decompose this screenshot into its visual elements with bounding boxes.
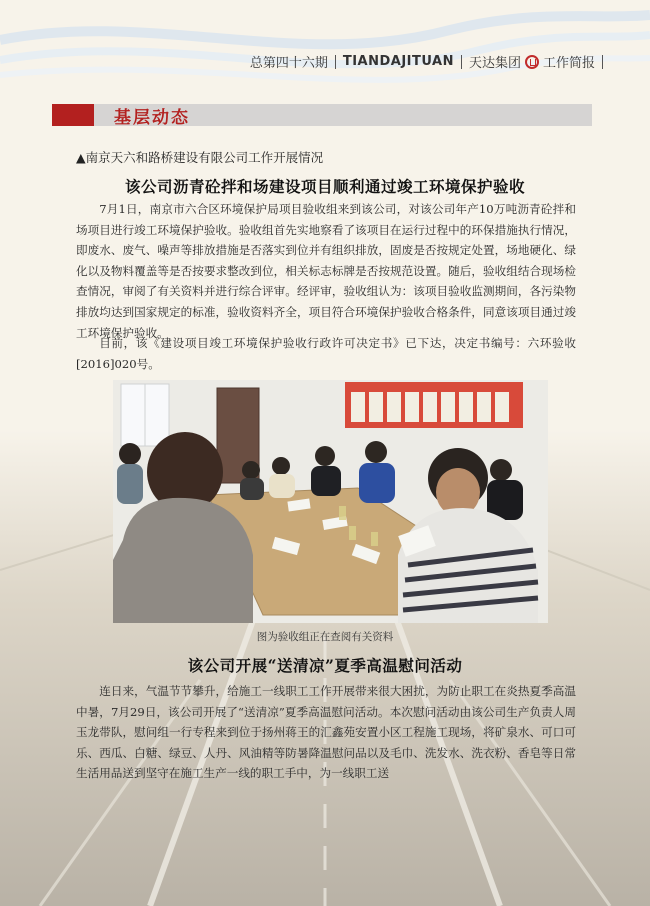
brand-chinese: 天达集团: [468, 56, 521, 71]
section-accent: [52, 104, 94, 126]
divider: [461, 55, 462, 69]
brand-english: TIANDAJITUAN: [342, 54, 454, 69]
article-title: 该公司沥青砼拌和场建设项目顺利通过竣工环境保护验收: [124, 177, 525, 196]
article-paragraph: 目前，该《建设项目竣工环境保护验收行政许可决定书》已下达，决定书编号：六环验收[2016]020号。: [76, 336, 576, 371]
publication-name: 工作简报: [542, 56, 595, 71]
section-title: 基层动态: [114, 108, 190, 128]
divider: [602, 55, 603, 69]
article-title: 该公司开展“送清凉”夏季高温慰问活动: [187, 656, 463, 675]
meeting-photo: [113, 380, 548, 623]
page-header: [250, 52, 610, 71]
article-paragraph: 连日来，气温节节攀升，给施工一线职工工作开展带来很大困扰，为防止职工在炎热夏季高温中暑，7月29日，该公司开展了“送清凉”夏季高温慰问活动。本次慰问活动由该公司生产负责人周玉龙带队，慰问组一行专程来到位于扬州蒋王的汇鑫苑安置小区工程施工现场，将矿泉水、可口可乐、西瓜、白糖、绿豆、人丹、风油精等防暑降温慰问品以及毛巾、洗发水、洗衣粉、香皂等日常生活用品送到坚守在施工生产一线的职工手中，为一线职工送: [76, 684, 576, 781]
company-logo-icon: [525, 55, 539, 69]
article-paragraph: 7月1日，南京市六合区环境保护局项目验收组来到该公司，对该公司年产10万吨沥青砼拌和场项目进行竣工环境保护验收。验收组首先实地察看了该项目在运行过程中的环保措施执行情况，即废水、废气、噪声等排放措施是否落实到位并有组织排放，固废是否按规定处置，场地硬化、绿化以及物料覆盖等是否按要求整改到位，相关标志标牌是否按规范设置。随后，验收组结合现场检查情况，审阅了有关资料并进行综合评审。经评审，验收组认为：该项目验收监测期间，各污染物排放均达到国家规定的标准，验收资料齐全，项目符合环境保护验收合格条件，同意该项目通过竣工环境保护验收。: [76, 202, 576, 340]
divider: [335, 55, 336, 69]
photo-caption: 图为验收组正在查阅有关资料: [256, 631, 394, 643]
company-heading: ▲南京天六和路桥建设有限公司工作开展情况: [76, 150, 324, 165]
section-banner: [52, 104, 592, 126]
issue-number: 总第四十六期: [249, 56, 328, 71]
